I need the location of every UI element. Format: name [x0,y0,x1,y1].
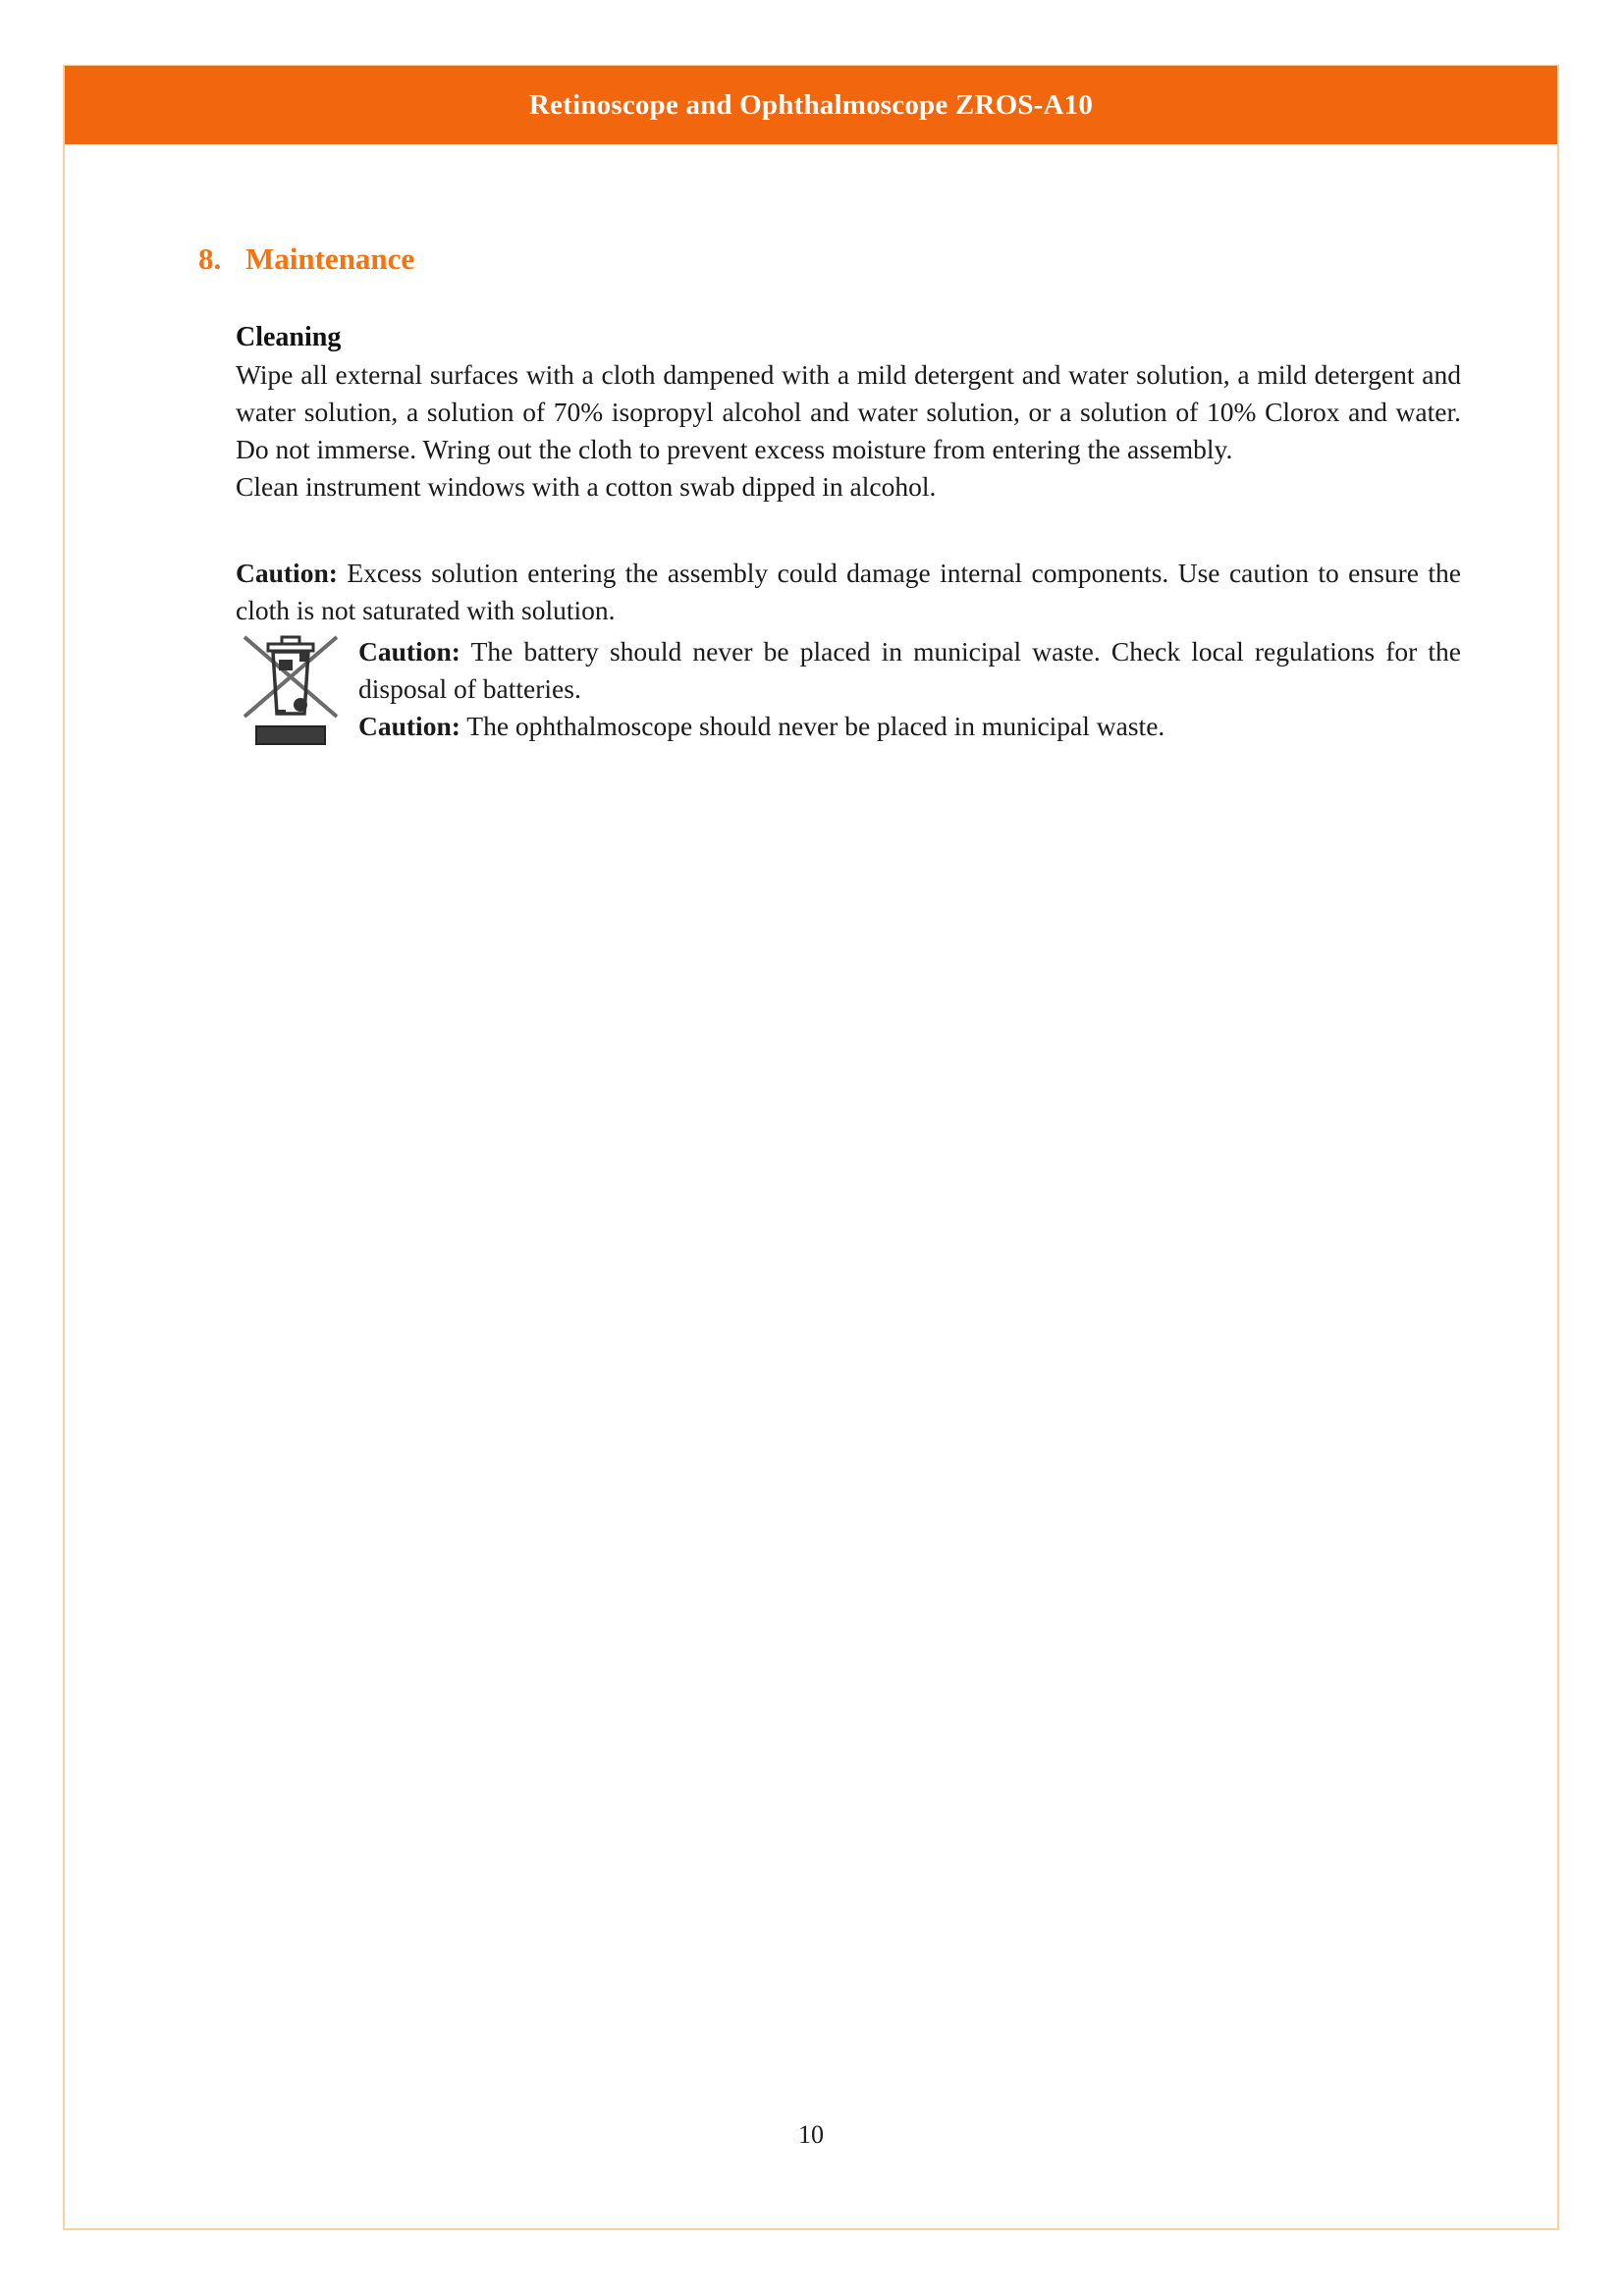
caution-battery [358,633,1461,708]
document-title: Retinoscope and Ophthalmoscope ZROS-A10 [528,88,1094,121]
caution-text: The ophthalmoscope should never be placed in municipal waste. [466,711,1165,741]
caution-label: Caution: [236,558,338,588]
cleaning-paragraph: Wipe all external surfaces with a cloth dampened with a mild detergent and water solution, a mild detergent and water solution, a solution of 70% isopropyl alcohol and water solution, or a solution of 10% Clorox and water. Do not immerse. Wring out the cloth to prevent excess moisture from entering the assembly. [236,359,1461,464]
cleaning-heading: Cleaning [236,322,342,352]
page-number: 10 [798,2120,824,2149]
caution-text: Excess solution entering the assembly could damage internal components. Use caution to ensure the cloth is not saturated with solution. [236,558,1461,625]
page-frame [63,65,1559,2230]
section-title: Maintenance [245,241,415,276]
page-content [65,239,1557,756]
caution-label: Caution: [358,636,460,667]
disposal-caution-block [236,633,1461,756]
caution-label: Caution: [358,711,460,741]
weee-crossed-out-wheeled-bin-icon [241,627,341,749]
caution-solution [236,555,1461,629]
caution-ophthalmoscope [358,708,1461,745]
cleaning-paragraph-2: Clean instrument windows with a cotton swab dipped in alcohol. [236,471,937,502]
header-band [65,66,1557,144]
section-heading [198,239,1461,280]
caution-text: The battery should never be placed in municipal waste. Check local regulations for the disposal of batteries. [358,636,1461,704]
section-number: 8. [198,241,222,276]
